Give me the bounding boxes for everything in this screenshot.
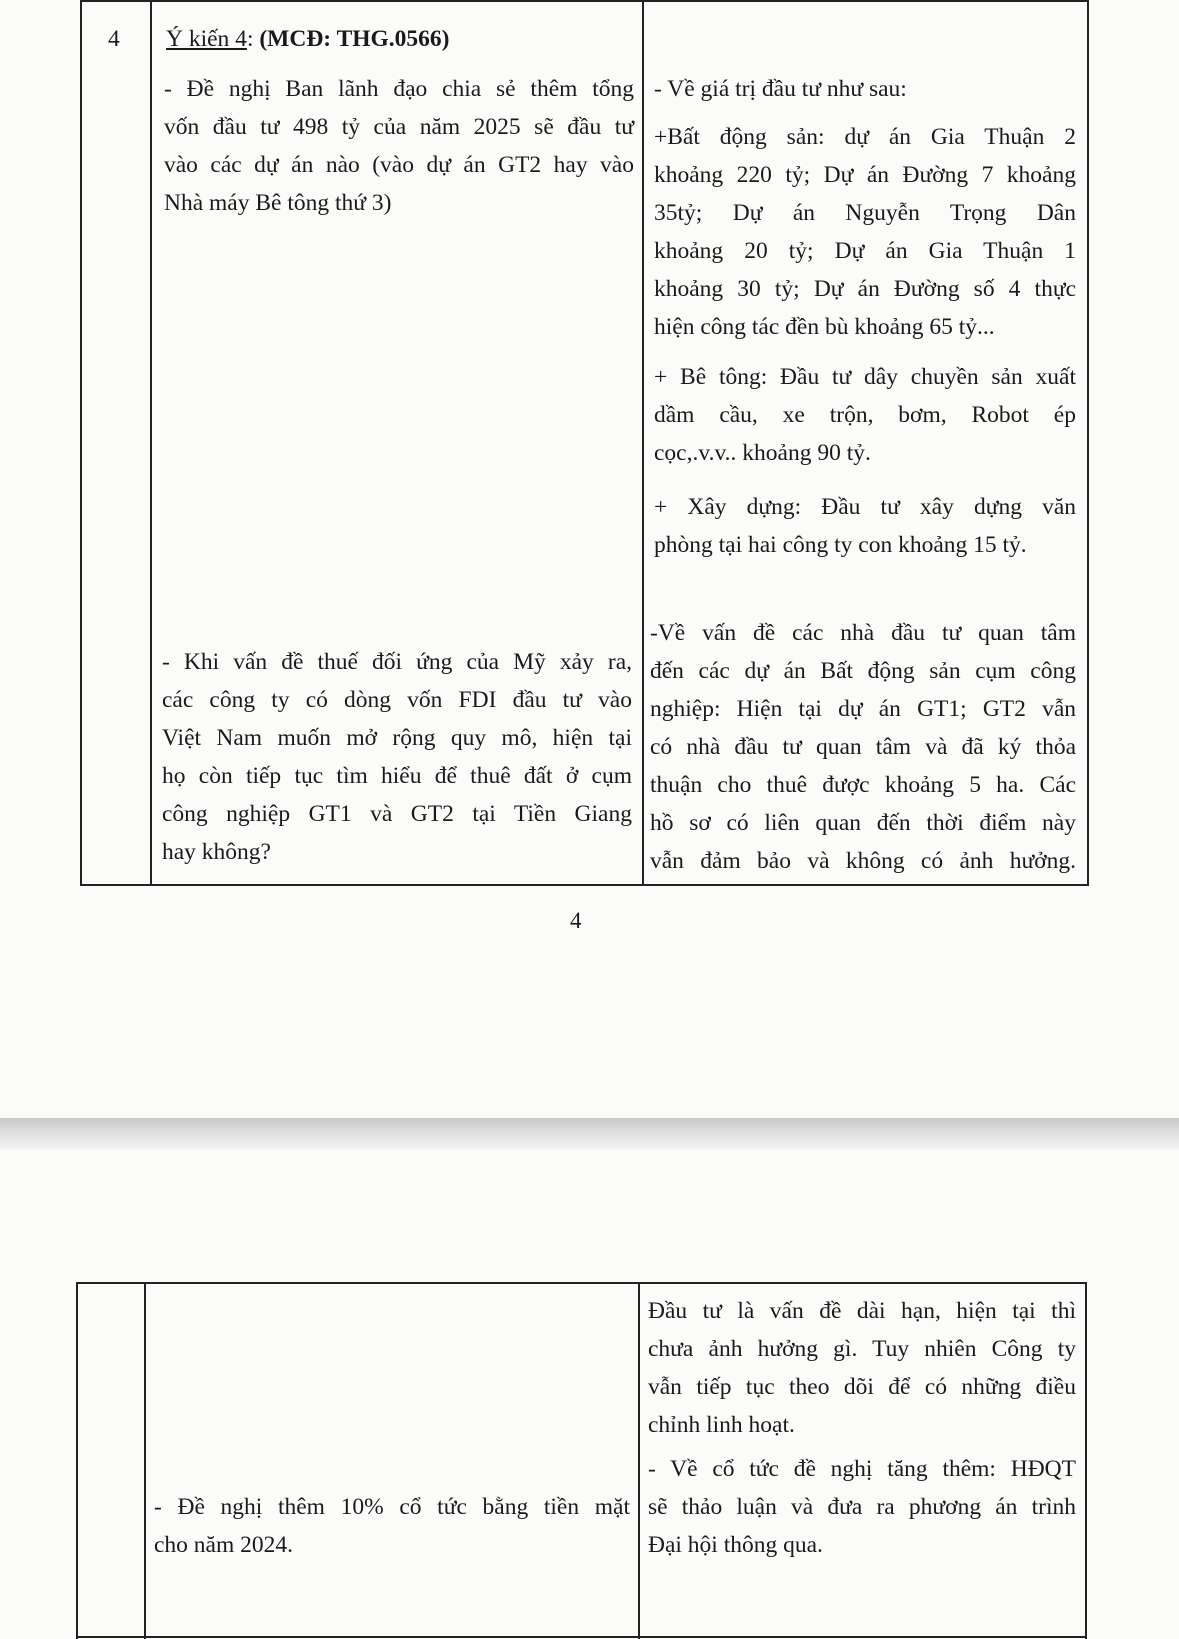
table-border-bottom (80, 884, 1089, 886)
answer-line: nghiệp: Hiện tại dự án GT1; GT2 vẫn (650, 696, 1076, 722)
table-column-divider-1 (144, 1282, 146, 1639)
table-column-divider-1 (150, 0, 152, 886)
answer-line: khoảng 20 tỷ; Dự án Gia Thuận 1 (654, 238, 1076, 264)
question-2 (162, 643, 632, 871)
answer-line: Đại hội thông qua. (648, 1532, 823, 1558)
table-border-top (80, 0, 1089, 2)
page-number: 4 (570, 908, 582, 933)
answer-line: 35tỷ; Dự án Nguyễn Trọng Dân (654, 200, 1076, 226)
question-2-line: các công ty có dòng vốn FDI đầu tư vào (162, 687, 632, 713)
answer-3 (648, 1450, 1076, 1564)
answer-1d (654, 488, 1076, 564)
table-border-left (76, 1282, 78, 1639)
answer-line: hiện công tác đền bù khoảng 65 tỷ... (654, 314, 995, 340)
answer-line: thuận cho thuê được khoảng 5 ha. Các (650, 772, 1076, 798)
question-1 (164, 70, 634, 222)
question-1-line: vào các dự án nào (vào dự án GT2 hay vào (164, 152, 634, 178)
answer-1a (654, 70, 1076, 108)
answer-2 (650, 614, 1076, 880)
question-1-line: - Đề nghị Ban lãnh đạo chia sẻ thêm tổng (164, 76, 634, 102)
answer-1c (654, 358, 1076, 472)
answer-line: khoảng 220 tỷ; Dự án Đường 7 khoảng (654, 162, 1076, 188)
opinion-heading (166, 20, 450, 58)
table-column-divider-2 (638, 1282, 640, 1639)
answer-line: -Về vấn đề các nhà đầu tư quan tâm (650, 620, 1076, 646)
document-page-bottom (0, 1150, 1179, 1639)
answer-line: vẫn tiếp tục theo dõi để có những điều (648, 1374, 1076, 1400)
answer-line: - Về cổ tức đề nghị tăng thêm: HĐQT (648, 1456, 1076, 1482)
answer-1b (654, 118, 1076, 346)
question-2-line: công nghiệp GT1 và GT2 tại Tiền Giang (162, 801, 632, 827)
answer-line: + Bê tông: Đầu tư dây chuyền sản xuất (654, 364, 1076, 390)
row-number: 4 (108, 26, 120, 52)
answer-line: dầm cầu, xe trộn, bơm, Robot ép (654, 402, 1076, 428)
question-3-line: cho năm 2024. (154, 1532, 294, 1558)
opinion-heading-code: (MCĐ: THG.0566) (259, 26, 450, 52)
answer-line: +Bất động sản: dự án Gia Thuận 2 (654, 124, 1076, 150)
question-2-line: - Khi vấn đề thuế đối ứng của Mỹ xảy ra, (162, 649, 632, 675)
answer-line: khoảng 30 tỷ; Dự án Đường số 4 thực (654, 276, 1076, 302)
question-3-line: - Đề nghị thêm 10% cổ tức bằng tiền mặt (154, 1494, 630, 1520)
question-3 (154, 1488, 630, 1564)
table-border-top (76, 1282, 1087, 1284)
table-row-divider (76, 1636, 1087, 1638)
question-1-line: Nhà máy Bê tông thứ 3) (164, 190, 392, 216)
answer-line: chỉnh linh hoạt. (648, 1412, 795, 1438)
answer-line: Đầu tư là vấn đề dài hạn, hiện tại thì (648, 1298, 1076, 1324)
answer-line: hồ sơ có liên quan đến thời điểm này (650, 810, 1076, 836)
question-2-line: họ còn tiếp tục tìm hiểu để thuê đất ở cụm (162, 763, 632, 789)
table-border-right (1087, 0, 1089, 886)
answer-line: sẽ thảo luận và đưa ra phương án trình (648, 1494, 1076, 1520)
table-border-left (80, 0, 82, 886)
answer-line: vẫn đảm bảo và không có ảnh hưởng. (650, 848, 1076, 874)
table-border-right (1085, 1282, 1087, 1639)
question-2-line: hay không? (162, 839, 271, 865)
question-2-line: Việt Nam muốn mở rộng quy mô, hiện tại (162, 725, 632, 751)
opinion-heading-label: Ý kiến 4 (166, 26, 247, 52)
table-column-divider-2 (642, 0, 644, 886)
answer-line: phòng tại hai công ty con khoảng 15 tỷ. (654, 532, 1027, 558)
answer-2-continued (648, 1292, 1076, 1444)
question-1-line: vốn đầu tư 498 tỷ của năm 2025 sẽ đầu tư (164, 114, 634, 140)
answer-line: đến các dự án Bất động sản cụm công (650, 658, 1076, 684)
answer-line: có nhà đầu tư quan tâm và đã ký thỏa (650, 734, 1076, 760)
page-break-divider (0, 1118, 1179, 1150)
answer-line: cọc,.v.v.. khoảng 90 tỷ. (654, 440, 871, 466)
answer-line: chưa ảnh hưởng gì. Tuy nhiên Công ty (648, 1336, 1076, 1362)
answer-line: + Xây dựng: Đầu tư xây dựng văn (654, 494, 1076, 520)
opinion-heading-colon: : (246, 26, 260, 52)
answer-line: - Về giá trị đầu tư như sau: (654, 76, 907, 102)
